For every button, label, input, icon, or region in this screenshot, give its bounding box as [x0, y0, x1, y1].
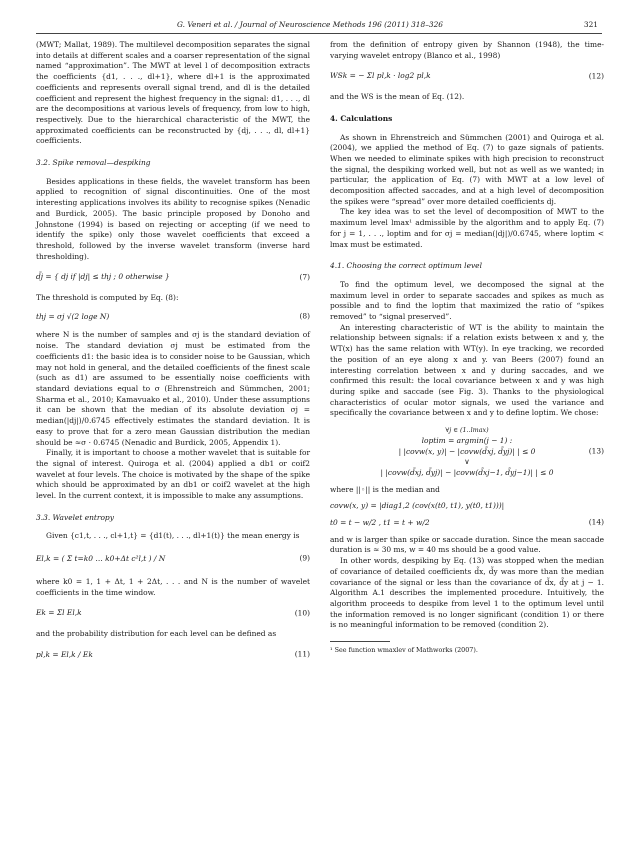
paragraph: Besides applications in these fields, the wavelet transform has been applied to recognition of signal discontinuities. One of the most interesting applications involves its ability to recognise spikes (Nenadic and Burdick, 2005). The basic principle proposed by Donoho and Johnstone (1994) is based on rejecting or accepting (if we need to identify the spike) only those wavelet coefficients that exceed a threshold, followed by the inverse wavelet transform (inverse hard thresholding). [36, 176, 310, 261]
equation-10 [36, 608, 310, 619]
equation-expression: WSk = − Σl pl,k · log2 pl,k [330, 71, 431, 81]
section-heading: 3.3. Wavelet entropy [36, 512, 114, 522]
equation-line: | |covw(x, y)| − |covw(d̃xj, d̃yj)| | ≤ 0 [398, 446, 536, 456]
equation-number: (12) [588, 71, 604, 81]
paragraph: where k0 = 1, 1 + Δt, 1 + 2Δt, . . . and N is the number of wavelet coefficients in the time window. [36, 576, 310, 597]
equation-line: | |covw(d̃xj, d̃yj)| − |covw(d̃xj−1, d̃yj−1)| | ≤ 0 [380, 467, 554, 477]
running-header [0, 20, 638, 34]
equation-expression: El,k = ( Σ t=k0 … k0+Δt c²l,t ) / N [36, 554, 166, 564]
equation-cov [330, 501, 604, 512]
paragraph: An interesting characteristic of WT is the ability to maintain the relationship between signals: if a relation exists between x and y, the WT(x) has the same relation with WT(y). In eye tracking, we recorded the position of an eye along x and y. van Beers (2007) found an interesting correlation between x and y during saccades, and we confirmed this result: the local covariance between x and y was high during spike and saccade (see Fig. 3). Thanks to the physiological characteristics of ocular motor signals, we used the variance and specifically the covariance between x and y to define loptim. We chose: [330, 322, 604, 418]
equation-expression: Ek = Σl El,k [36, 608, 82, 618]
left-column [36, 40, 310, 670]
equation-7 [36, 272, 310, 283]
paragraph: from the definition of entropy given by Shannon (1948), the time-varying wavelet entropy (Blanco et al., 1998) [330, 40, 604, 60]
equation-expression: t0 = t − w/2 , t1 = t + w/2 [330, 518, 430, 528]
equation-number: (8) [299, 311, 310, 321]
equation-line: ∀j ∈ (1..lmax) [445, 426, 489, 435]
footnote: ¹ See function wmaxlev of Mathworks (2007). [330, 646, 478, 655]
paragraph: Finally, it is important to choose a mother wavelet that is suitable for the signal of interest. Quiroga et al. (2004) applied a db1 or coif2 wavelet at four levels. The choice is motivated by the shape of the spike which should be approximated by an db1 or coif2 wavelet at the high level. In the current context, it is impossible to make any assumptions. [36, 448, 310, 501]
paragraph: and the WS is the mean of Eq. (12). [330, 92, 465, 102]
paragraph: and w is larger than spike or saccade duration. Since the mean saccade duration is ≈ 30 ms, w = 40 ms should be a good value. [330, 534, 604, 555]
equation-number: (11) [294, 649, 310, 659]
equation-9 [36, 554, 310, 565]
equation-expression: thj = σj √(2 loge N) [36, 311, 110, 321]
equation-expression: pl,k = El,k / Ek [36, 649, 93, 659]
equation-expression: d̃j = { dj if |dj| ≤ thj ; 0 otherwise } [36, 272, 170, 282]
paragraph: As shown in Ehrenstreich and Sümmchen (2001) and Quiroga et al. (2004), we applied the method of Eq. (7) to gaze signals of patients. When we needed to eliminate spikes with high precision to reconstruct the signal, the despiking worked well, but not as well as we wanted; in particular, the application of Eq. (7) with MWT at a low level of decomposition affected saccades, and at a high level of decomposition the spikes were “spread” over more detailed coefficients dj. [330, 132, 604, 206]
right-column [330, 40, 604, 655]
equation-number: (9) [299, 554, 310, 564]
equation-number: (7) [299, 272, 310, 282]
paragraph: The key idea was to set the level of decomposition of MWT to the maximum level lmax¹ admissible by the algorithm and to apply Eq. (7) for j = 1, . . ., loptim and for σj = median(|dj|)/0.6745, where loptim < lmax must be estimated. [330, 207, 604, 249]
equation-number: (14) [588, 518, 604, 528]
footnote-rule [330, 641, 390, 642]
paragraph: where N is the number of samples and σj is the standard deviation of noise. The standard deviation σj must be estimated from the coefficients d1: the basic idea is to consider noise to be Gaussian, which may not hold in general, and the detailed coefficients of the finest scale (such as d1) are assumed to be essentially noise coefficients with standard deviations equal to σ (Ehrenstreich and Sümmchen, 2001; Sharma et al., 2010; Kamavuako et al., 2010). Under these assumptions it can be shown that the median of its absolute deviation σj = median(|dj|)/0.6745 effectively estimates the standard deviation. It is easy to prove that for a zero mean Gaussian distribution the median should be ≈σ · 0.6745 (Nenadic and Burdick, 2005, Appendix 1). [36, 330, 310, 447]
page-number: 321 [583, 20, 598, 29]
equation-13 [330, 425, 604, 479]
paragraph: Given {c1,t, . . ., cl+1,t} = {d1(t), . . ., dl+1(t)} the mean energy is [46, 531, 300, 541]
equation-number: (10) [294, 608, 310, 618]
running-title: G. Veneri et al. / Journal of Neuroscience Methods 196 (2011) 318–326 [176, 20, 444, 29]
section-heading: 3.2. Spike removal—despiking [36, 158, 151, 168]
paragraph: where ||◦|| is the median and [330, 484, 440, 494]
paragraph: The threshold is computed by Eq. (8): [36, 293, 179, 303]
equation-line: ∨ [464, 457, 470, 467]
header-rule [36, 33, 602, 34]
paragraph: and the probability distribution for each level can be defined as [36, 628, 277, 638]
equation-14 [330, 518, 604, 529]
section-heading: 4. Calculations [330, 113, 393, 123]
equation-12 [330, 71, 604, 82]
paragraph: (MWT; Mallat, 1989). The multilevel decomposition separates the signal into details at different scales and a coarser representation of the signal named “approximation”. The MWT at level l of decomposition extracts the coefficients {d1, . . ., dl+1}, where dl+1 is the approximated coefficients and represents overall signal trend, and dl is the detailed coefficient and represent the highest frequency in the signal: d1, . . ., dl are the decompositions at various levels of frequency, from low to high, respectively. Due to the hierarchical characteristic of the MWT, the approximated coefficients can be reconstructed by {dj, . . ., dl, dl+1} coefficients. [36, 40, 310, 146]
equation-8 [36, 312, 310, 323]
equation-number: (13) [588, 446, 604, 456]
paragraph: To find the optimum level, we decomposed the signal at the maximum level in order to separate saccades and spikes as much as possible and to find the loptim that maximized the ratio of “spikes removed” to “signal preserved”. [330, 279, 604, 322]
section-heading: 4.1. Choosing the correct optimum level [330, 261, 482, 271]
equation-11 [36, 650, 310, 661]
paragraph: In other words, despiking by Eq. (13) was stopped when the median of covariance of detailed coefficients d̃x, d̃y was more than the median covariance of the signal or less than the covariance of d̃x, d̃y at j − 1. Algorithm A.1 describes the implemented procedure. Intuitively, the algorithm proceeds to despike from level 1 to the optimum level until the information removed is no longer significant (condition 1) or there is no meaningful information to be removed (condition 2). [330, 556, 604, 630]
equation-expression: covw(x, y) = |diag1,2 (cov(x(t0, t1), y(t0, t1)))| [330, 501, 505, 511]
equation-line: loptim = argmin(j − 1) : [421, 435, 513, 445]
